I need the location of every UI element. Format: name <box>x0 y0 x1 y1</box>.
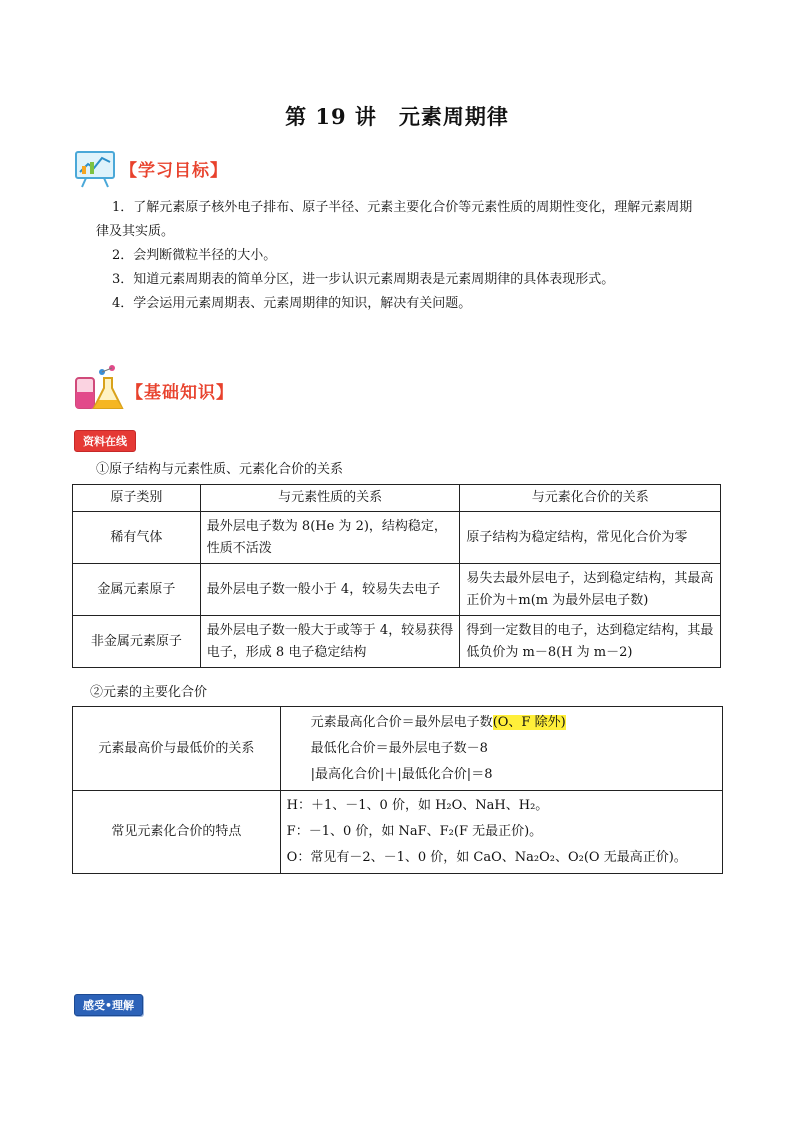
table-header: 与元素性质的关系 <box>200 485 460 512</box>
page-title: 第 19 讲 元素周期律 <box>285 104 509 129</box>
goals-section <box>72 148 732 188</box>
table-header: 与元素化合价的关系 <box>460 485 721 512</box>
structure-property-table <box>72 484 721 668</box>
highlighted-exception: (O、F 除外) <box>492 714 566 730</box>
goal-item: 律及其实质。 <box>96 224 175 239</box>
valence-example: H：＋1、－1、0 价，如 H₂O、NaH、H₂。 <box>286 798 549 813</box>
valence-rule <box>311 710 716 736</box>
basics-heading: 【基础知识】 <box>126 383 234 403</box>
table-header-row <box>73 485 721 512</box>
table-cell: 得到一定数目的电子，达到稳定结构，其最低负价为 m－8(H 为 m－2) <box>460 616 721 668</box>
table-cell: 稀有气体 <box>73 512 201 564</box>
table-row <box>73 707 723 791</box>
table-cell: 最外层电子数一般小于 4，较易失去电子 <box>200 564 460 616</box>
table-row <box>73 512 721 564</box>
table-cell: 原子结构为稳定结构，常见化合价为零 <box>460 512 721 564</box>
valence-rule: 最低化合价＝最外层电子数－8 <box>310 740 488 756</box>
table-cell: 常见元素化合价的特点 <box>73 791 281 874</box>
table-cell: 金属元素原子 <box>73 564 201 616</box>
valence-table <box>72 706 723 874</box>
table-cell: 元素最高价与最低价的关系 <box>73 707 281 791</box>
presentation-board-icon <box>72 148 122 188</box>
table-row <box>73 564 721 616</box>
goals-heading: 【学习目标】 <box>120 161 228 181</box>
feel-understand-tag: 感受•理解 <box>74 994 143 1016</box>
table1-caption: ①原子结构与元素性质、元素化合价的关系 <box>96 462 344 477</box>
table-cell: 易失去最外层电子，达到稳定结构，其最高正价为＋m(m 为最外层电子数) <box>460 564 721 616</box>
goal-item: 4．学会运用元素周期表、元素周期律的知识，解决有关问题。 <box>112 296 472 311</box>
flask-icon <box>72 362 126 412</box>
valence-rule: |最高化合价|＋|最低化合价|＝8 <box>310 766 493 782</box>
table-cell <box>280 707 722 791</box>
table-cell: 最外层电子数为 8(He 为 2)，结构稳定，性质不活泼 <box>200 512 460 564</box>
resource-tag: 资料在线 <box>74 430 136 452</box>
table-row <box>73 791 723 874</box>
goal-item: 2．会判断微粒半径的大小。 <box>112 248 277 263</box>
table-row <box>73 616 721 668</box>
valence-example: O：常见有－2、－1、0 价，如 CaO、Na₂O₂、O₂(O 无最高正价)。 <box>286 850 687 865</box>
table-cell <box>280 791 722 874</box>
basics-section <box>72 362 732 410</box>
table-cell: 非金属元素原子 <box>73 616 201 668</box>
table2-caption: ②元素的主要化合价 <box>90 685 208 700</box>
valence-rule-text: 元素最高化合价＝最外层电子数 <box>310 714 493 730</box>
table-cell: 最外层电子数一般大于或等于 4，较易获得电子，形成 8 电子稳定结构 <box>200 616 460 668</box>
valence-example: F：－1、0 价，如 NaF、F₂(F 无最正价)。 <box>286 824 543 839</box>
goals-list <box>96 196 728 316</box>
table-header: 原子类别 <box>73 485 201 512</box>
goal-item: 3．知道元素周期表的简单分区，进一步认识元素周期表是元素周期律的具体表现形式。 <box>112 272 615 287</box>
goal-item: 1．了解元素原子核外电子排布、原子半径、元素主要化合价等元素性质的周期性变化，理解元素周期 <box>112 200 693 215</box>
